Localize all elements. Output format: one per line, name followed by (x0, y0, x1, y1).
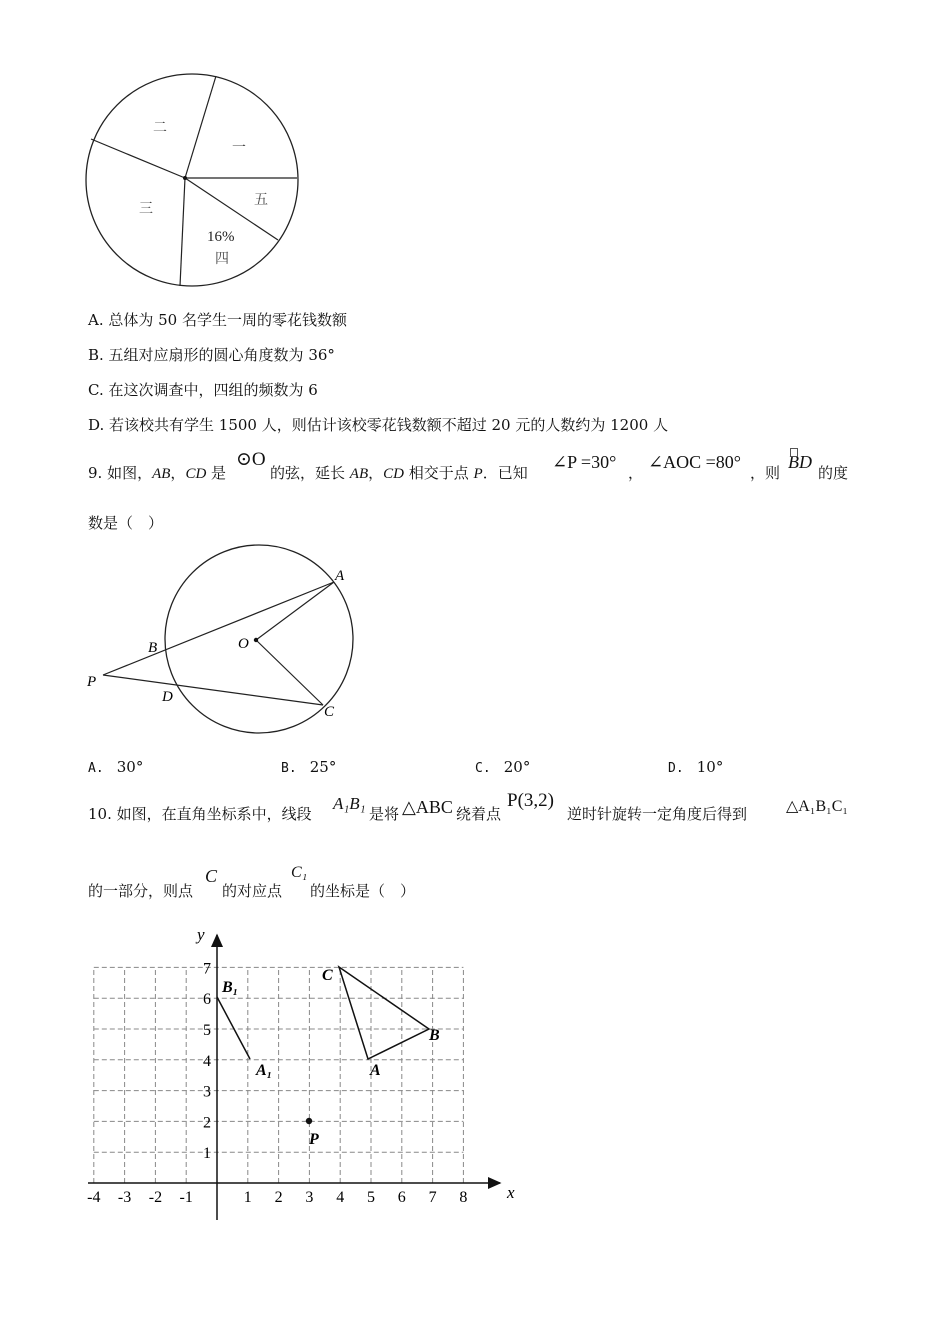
x-tick-label: 4 (336, 1189, 345, 1206)
q9-text: ， (368, 464, 384, 482)
x-tick-label: 8 (459, 1189, 468, 1206)
q10-stem-line2a: 的一部分，则点 (88, 882, 194, 900)
q9-option-value: 20° (503, 758, 531, 776)
pie-label-1: 一 (232, 141, 246, 156)
q9-line-oc (256, 640, 323, 705)
x-tick-labels (87, 1189, 467, 1206)
pie-label-4: 四 (215, 252, 229, 267)
q9-text: 是 (206, 464, 227, 482)
q9-label-p: P (87, 674, 97, 690)
label-a1: A₁ (256, 1062, 273, 1079)
q9-sep2: ，则 (750, 464, 781, 482)
q9-center-o (254, 638, 258, 642)
label-b1: B₁ (222, 979, 239, 996)
q9-option-letter: B. (281, 761, 297, 776)
q9-circle-o: ⊙O (236, 449, 266, 470)
q8-option-d: D. 若该校共有学生 1500 人，则估计该校零花钱数额不超过 20 元的人数约为 1200 人 (88, 416, 669, 434)
y-tick-label: 1 (203, 1145, 211, 1163)
q9-option-value: 30° (116, 758, 144, 776)
q10-triangle-1: △A₁B₁C₁ (786, 798, 848, 815)
x-tick-label: 2 (274, 1189, 283, 1206)
q9-text: ， (170, 464, 186, 482)
pie-label-3: 三 (139, 202, 153, 217)
q9-stem-end: 的度 (818, 464, 849, 482)
q9-text: 相交于点 (403, 464, 474, 482)
q9-option-d (668, 757, 723, 777)
q9-label-o: O (238, 636, 249, 652)
pie-divider (180, 178, 185, 286)
y-tick-label: 3 (203, 1083, 211, 1101)
q10-stem-c: 绕着点 (456, 805, 502, 823)
q9-angle-p: ∠P =30° (552, 452, 617, 472)
pie-label-4-percent: 16% (207, 229, 235, 245)
label-a: A (370, 1062, 381, 1079)
q9-text: 的弦，延长 (270, 464, 350, 482)
q10-stem-line2b: 的对应点 (222, 882, 283, 900)
y-axis-label: y (197, 925, 205, 944)
q9-option-a (88, 757, 143, 777)
q9-p: P (473, 466, 483, 482)
pie-divider (185, 76, 216, 178)
x-tick-label: 6 (397, 1189, 406, 1206)
q10-point-c1: C₁ (291, 864, 308, 881)
q9-line-oa (256, 582, 334, 640)
pie-label-2: 二 (153, 121, 167, 136)
q9-text: ．已知 (482, 464, 528, 482)
x-tick-label: 5 (367, 1189, 375, 1206)
q9-option-value: 10° (696, 758, 724, 776)
q9-option-b (281, 757, 336, 777)
x-tick-label: -3 (117, 1189, 132, 1206)
q8-option-a: A. 总体为 50 名学生一周的零花钱数额 (88, 311, 347, 329)
q10-point: P(3,2) (507, 790, 554, 811)
x-tick-label: -4 (87, 1189, 101, 1206)
y-tick-label: 4 (203, 1052, 211, 1070)
x-tick-label: 1 (243, 1189, 252, 1206)
x-axis-label: x (507, 1183, 515, 1202)
pie-divider (91, 139, 185, 178)
label-c: C (322, 967, 333, 984)
point-p (306, 1118, 312, 1124)
q9-angle-aoc: ∠AOC =80° (648, 452, 741, 472)
q9-stem-line1b (270, 463, 528, 484)
q9-ab: AB (349, 466, 369, 482)
label-b: B (429, 1027, 440, 1044)
q10-stem-b: 是将 (369, 805, 400, 823)
pie-circle (86, 74, 298, 286)
q10-stem-a: 10. 如图，在直角坐标系中，线段 (88, 805, 312, 823)
q9-figure (80, 540, 370, 745)
q9-line-pc (103, 675, 323, 705)
q9-option-letter: D. (668, 761, 684, 776)
q9-stem-line2: 数是（ ） (88, 514, 164, 532)
q9-ab: AB (152, 466, 171, 482)
q9-option-letter: C. (475, 761, 491, 776)
grid-lines (94, 967, 464, 1183)
q9-arc-bd: BD (788, 452, 812, 472)
q9-label-a: A (335, 568, 345, 584)
q9-label-b: B (148, 640, 158, 656)
segment-a1b1 (217, 997, 250, 1059)
q10-segment: A₁B₁ (333, 794, 366, 813)
pie-chart (80, 70, 310, 295)
q9-option-letter: A. (88, 761, 104, 776)
q9-line-pa (103, 582, 334, 675)
q10-stem-d: 逆时针旋转一定角度后得到 (567, 805, 748, 823)
q8-option-c: C. 在这次调查中，四组的频数为 6 (88, 381, 318, 399)
q10-stem-line2c: 的坐标是（ ） (310, 882, 416, 900)
q10-grid-figure (80, 920, 530, 1230)
label-p: P (309, 1131, 319, 1148)
q9-cd: CD (383, 466, 404, 482)
x-tick-label: 7 (428, 1189, 437, 1206)
q9-sep1: ， (628, 464, 644, 482)
y-tick-label: 5 (203, 1022, 211, 1039)
pie-center (183, 176, 187, 180)
x-tick-label: -1 (179, 1189, 193, 1206)
q9-label-d: D (162, 689, 173, 705)
y-tick-label: 6 (203, 991, 211, 1009)
q8-option-b: B. 五组对应扇形的圆心角度数为 36° (88, 346, 335, 364)
y-tick-label: 2 (203, 1114, 211, 1132)
q9-cd: CD (185, 466, 207, 482)
triangle-abc (339, 967, 429, 1059)
q9-text: 9. 如图， (88, 464, 153, 482)
y-tick-label: 7 (203, 960, 211, 978)
q9-arc-mark (790, 448, 798, 457)
q10-triangle: △ABC (402, 797, 453, 817)
x-tick-label: 3 (305, 1189, 314, 1206)
x-tick-label: -2 (148, 1189, 163, 1206)
q9-option-value: 25° (309, 758, 337, 776)
y-tick-labels (203, 960, 211, 1162)
q9-option-c (475, 757, 530, 777)
q10-point-c: C (205, 866, 218, 886)
q9-label-c: C (324, 704, 335, 720)
pie-label-5: 五 (254, 193, 268, 208)
